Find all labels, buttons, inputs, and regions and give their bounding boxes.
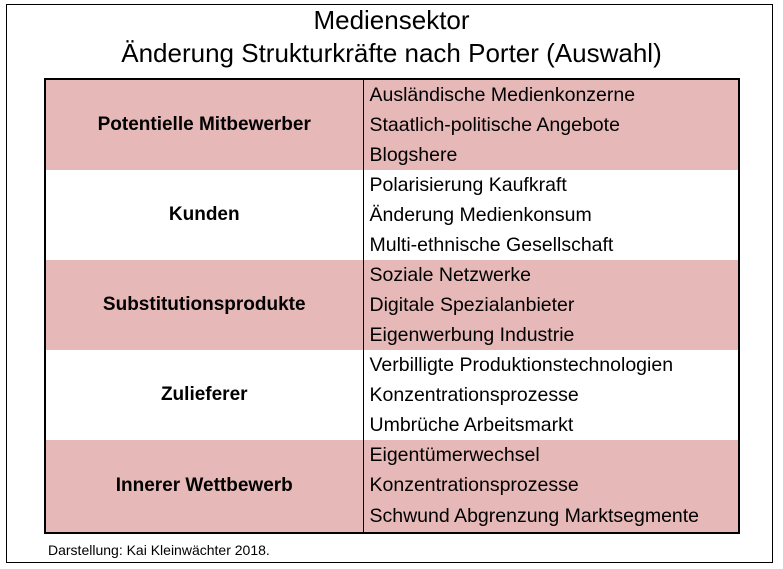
items-cell	[363, 350, 739, 440]
list-item: Multi-ethnische Gesellschaft	[369, 234, 614, 256]
source-credit: Darstellung: Kai Kleinwächter 2018.	[48, 542, 270, 558]
table-row	[45, 170, 739, 260]
list-item: Eigentümerwechsel	[369, 444, 540, 466]
table-row	[45, 79, 739, 170]
table-row	[45, 350, 739, 440]
list-item: Polarisierung Kaufkraft	[369, 174, 567, 196]
figure-title	[0, 4, 783, 70]
items-cell	[363, 260, 739, 350]
items-cell	[363, 170, 739, 260]
items-cell	[363, 440, 739, 533]
list-item: Blogshere	[369, 144, 458, 166]
list-item: Umbrüche Arbeitsmarkt	[369, 414, 574, 436]
list-item: Konzentrationsprozesse	[369, 384, 579, 406]
list-item: Soziale Netzwerke	[369, 264, 531, 286]
list-item: Änderung Medienkonsum	[369, 204, 592, 226]
list-item: Digitale Spezialanbieter	[369, 294, 575, 316]
porter-forces-table	[44, 78, 740, 534]
category-cell: Zulieferer	[45, 350, 363, 440]
table-row	[45, 260, 739, 350]
list-item: Verbilligte Produktionstechnologien	[369, 354, 674, 376]
list-item: Staatlich-politische Angebote	[369, 114, 620, 136]
title-line-2: Änderung Strukturkräfte nach Porter (Auswahl)	[121, 38, 662, 68]
table-row	[45, 440, 739, 533]
category-cell: Kunden	[45, 170, 363, 260]
list-item: Schwund Abgrenzung Marktsegmente	[369, 505, 700, 527]
list-item: Ausländische Medienkonzerne	[369, 84, 636, 106]
category-cell: Potentielle Mitbewerber	[45, 79, 363, 170]
category-cell: Substitutionsprodukte	[45, 260, 363, 350]
title-line-1: Mediensektor	[313, 5, 470, 35]
category-cell: Innerer Wettbewerb	[45, 440, 363, 533]
list-item: Konzentrationsprozesse	[369, 474, 579, 496]
list-item: Eigenwerbung Industrie	[369, 324, 575, 346]
items-cell	[363, 79, 739, 170]
